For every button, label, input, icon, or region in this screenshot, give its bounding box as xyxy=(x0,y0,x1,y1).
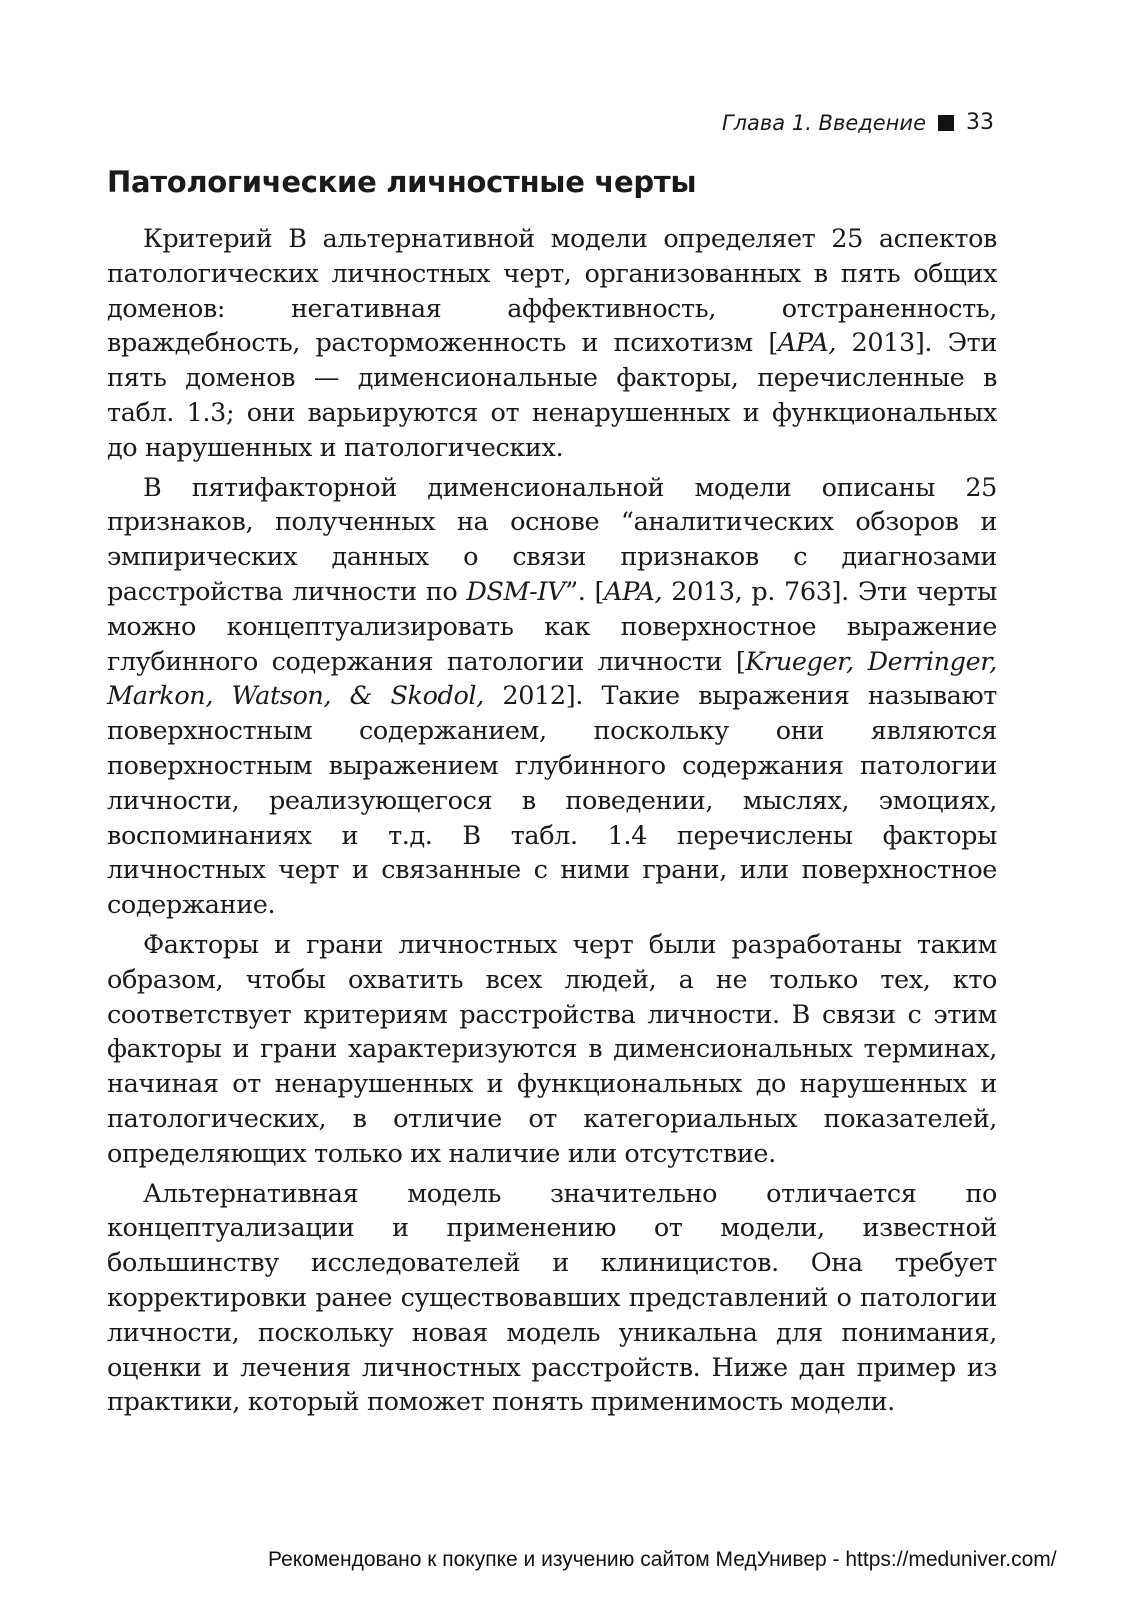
citation-author: APA, xyxy=(604,576,663,607)
paragraph-segment: Критерий B альтернативной модели определяет 25 аспектов патологических личностных черт, организованных в пять общих доменов: негативная аффективность, отстраненность, враждебность, расторможенность и психотизм [ xyxy=(107,224,997,359)
paragraph-4 xyxy=(107,1177,997,1421)
paragraph-segment: Факторы и грани личностных черт были разработаны таким образом, чтобы охватить всех людей, а не только тех, кто соответствует критериям расстройства личности. В связи с этим факторы и грани характеризуются в дименсиональных терминах, начиная от ненарушенных и функциональных до нарушенных и патологических, в отличие от категориальных показателей, определяющих только их наличие или отсутствие. xyxy=(107,929,997,1169)
paragraph-segment: В пятифакторной дименсиональной модели описаны 25 признаков, полученных на основе “аналитических обзоров и эмпирических данных о связи признаков с диагнозами расстройства личности по xyxy=(107,472,997,607)
paragraph-1 xyxy=(107,222,997,466)
chapter-title: Глава 1. Введение xyxy=(721,110,926,135)
footer-link[interactable]: Рекомендовано к покупке и изучению сайтом МедУнивер - https://meduniver.com/ xyxy=(268,1548,1057,1571)
square-bullet-icon xyxy=(938,115,954,131)
paragraph-segment: 2012]. Такие выражения называют поверхностным содержанием, поскольку они являются поверхностным выражением глубинного содержания патологии личности, реализующегося в поведении, мыслях, эмоциях, воспоминаниях и т.д. В табл. 1.4 перечислены факторы личностных черт и связанные с ними грани, или поверхностное содержание. xyxy=(107,681,997,921)
paragraph-3 xyxy=(107,928,997,1172)
page-number: 33 xyxy=(966,110,994,135)
section-title: Патологические личностные черты xyxy=(107,165,697,199)
paragraph-segment: ”. [ xyxy=(565,576,605,607)
running-head xyxy=(722,110,994,135)
paragraph-segment: 2013]. Эти пять доменов — дименсиональные факторы, перечисленные в табл. 1.3; они варьируются от ненарушенных и функциональных до нарушенных и патологических. xyxy=(107,328,997,463)
paragraph-segment: 2013, p. 763]. Эти черты можно концептуализировать как поверхностное выражение глубинного содержания патологии личности [ xyxy=(107,576,997,677)
citation-author: APA, xyxy=(777,328,837,359)
manual-name: DSM-IV xyxy=(466,576,566,607)
paragraph-segment: Альтернативная модель значительно отличается по концептуализации и применению от модели, известной большинству исследователей и клиницистов. Она требует корректировки ранее существовавших представлений о патологии личности, поскольку новая модель уникальна для понимания, оценки и лечения личностных расстройств. Ниже дан пример из практики, который поможет понять применимость модели. xyxy=(107,1178,997,1418)
paragraph-2 xyxy=(107,471,997,923)
body-text xyxy=(107,222,997,1425)
citation-author: Krueger, Derringer, Markon, Watson, & Skodol, xyxy=(107,646,997,712)
